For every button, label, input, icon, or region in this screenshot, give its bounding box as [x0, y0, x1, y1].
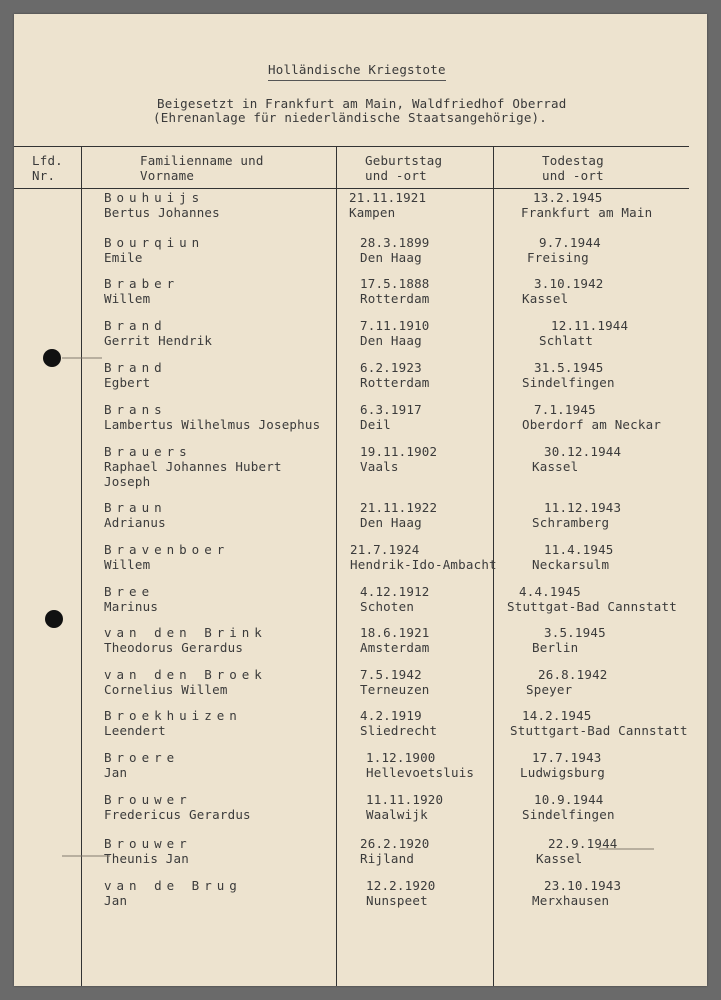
row-birth-place: Hendrik-Ido-Ambacht	[350, 557, 497, 572]
row-birth-place: Hellevoetsluis	[366, 765, 475, 780]
row-surname: Bouhuijs	[104, 190, 205, 205]
row-given-name: Emile	[104, 250, 143, 265]
table-header-rule	[14, 188, 689, 189]
row-birth-date: 4.2.1919	[360, 708, 422, 723]
row-death-place: Kassel	[536, 851, 583, 866]
row-death-date: 12.11.1944	[551, 318, 629, 333]
row-death-date: 26.8.1942	[538, 667, 608, 682]
paper-scratch	[599, 848, 654, 850]
row-given-name: Leendert	[104, 723, 166, 738]
row-birth-place: Rotterdam	[360, 375, 430, 390]
row-given-name: Theunis Jan	[104, 851, 189, 866]
row-given-name: Bertus Johannes	[104, 205, 220, 220]
document-title: Holländische Kriegstote	[268, 62, 446, 81]
header-name	[140, 153, 264, 183]
row-birth-place: Den Haag	[360, 250, 422, 265]
row-death-date: 31.5.1945	[534, 360, 604, 375]
header-nr	[32, 153, 63, 183]
row-death-place: Sindelfingen	[522, 807, 615, 822]
row-given-name: Willem	[104, 557, 151, 572]
row-birth-date: 18.6.1921	[360, 625, 430, 640]
row-surname: Brouwer	[104, 792, 192, 807]
punch-hole-top	[43, 349, 61, 367]
row-surname: Brouwer	[104, 836, 192, 851]
header-death-line1: Todestag	[542, 153, 604, 168]
row-birth-date: 17.5.1888	[360, 276, 430, 291]
row-death-place: Kassel	[532, 459, 579, 474]
column-divider-name	[336, 146, 337, 986]
row-birth-place: Amsterdam	[360, 640, 430, 655]
row-birth-date: 26.2.1920	[360, 836, 430, 851]
row-given-name: Gerrit Hendrik	[104, 333, 213, 348]
row-death-date: 17.7.1943	[532, 750, 602, 765]
row-death-place: Schlatt	[539, 333, 594, 348]
row-birth-place: Waalwijk	[366, 807, 428, 822]
row-surname: Bourqiun	[104, 235, 205, 250]
row-birth-date: 11.11.1920	[366, 792, 444, 807]
header-nr-line1: Lfd.	[32, 153, 63, 168]
row-birth-date: 21.7.1924	[350, 542, 420, 557]
row-death-date: 30.12.1944	[544, 444, 622, 459]
row-given-name: Jan	[104, 765, 128, 780]
row-death-place: Sindelfingen	[522, 375, 615, 390]
row-death-date: 13.2.1945	[533, 190, 603, 205]
row-death-date: 4.4.1945	[519, 584, 581, 599]
row-birth-date: 6.2.1923	[360, 360, 422, 375]
document-subtitle-line2: (Ehrenanlage für niederländische Staatsangehörige).	[153, 110, 548, 125]
row-birth-date: 21.11.1922	[360, 500, 438, 515]
row-death-date: 22.9.1944	[548, 836, 618, 851]
row-death-date: 11.12.1943	[544, 500, 622, 515]
row-death-place: Oberdorf am Neckar	[522, 417, 662, 432]
row-birth-place: Rijland	[360, 851, 415, 866]
row-death-date: 11.4.1945	[544, 542, 614, 557]
row-given-name: Fredericus Gerardus	[104, 807, 251, 822]
row-death-place: Stuttgart-Bad Cannstatt	[510, 723, 688, 738]
row-death-place: Berlin	[532, 640, 579, 655]
header-nr-line2: Nr.	[32, 168, 56, 183]
row-death-place: Schramberg	[532, 515, 610, 530]
row-birth-place: Nunspeet	[366, 893, 428, 908]
row-death-date: 10.9.1944	[534, 792, 604, 807]
row-birth-place: Deil	[360, 417, 391, 432]
row-given-name: Marinus	[104, 599, 159, 614]
row-birth-date: 4.12.1912	[360, 584, 430, 599]
row-death-date: 3.10.1942	[534, 276, 604, 291]
column-divider-nr	[81, 146, 82, 986]
row-death-place: Kassel	[522, 291, 569, 306]
row-surname: Brans	[104, 402, 167, 417]
row-given-name: Raphael Johannes Hubert	[104, 459, 282, 474]
row-death-date: 3.5.1945	[544, 625, 606, 640]
row-birth-place: Den Haag	[360, 515, 422, 530]
row-surname: Brand	[104, 360, 167, 375]
row-death-place: Freising	[527, 250, 589, 265]
row-death-place: Merxhausen	[532, 893, 610, 908]
row-death-place: Ludwigsburg	[520, 765, 605, 780]
row-birth-place: Schoten	[360, 599, 415, 614]
row-given-name: Theodorus Gerardus	[104, 640, 244, 655]
row-death-place: Neckarsulm	[532, 557, 610, 572]
row-birth-place: Sliedrecht	[360, 723, 438, 738]
row-surname: Bravenboer	[104, 542, 230, 557]
row-death-place: Speyer	[526, 682, 573, 697]
header-birth-line1: Geburtstag	[365, 153, 443, 168]
header-death	[542, 153, 604, 183]
paper-scratch	[62, 357, 102, 359]
header-birth	[365, 153, 442, 183]
header-birth-line2: und -ort	[365, 168, 427, 183]
row-death-place: Stuttgat-Bad Cannstatt	[507, 599, 677, 614]
row-death-date: 14.2.1945	[522, 708, 592, 723]
row-birth-place: Kampen	[349, 205, 396, 220]
row-given-name: Egbert	[104, 375, 151, 390]
table-top-rule	[14, 146, 689, 147]
row-given-name: Lambertus Wilhelmus Josephus	[104, 417, 321, 432]
punch-hole-bottom	[45, 610, 63, 628]
row-death-date: 9.7.1944	[539, 235, 601, 250]
row-surname: Brauers	[104, 444, 192, 459]
row-birth-date: 7.11.1910	[360, 318, 430, 333]
row-birth-place: Terneuzen	[360, 682, 430, 697]
row-given-name: Willem	[104, 291, 151, 306]
row-surname: Braun	[104, 500, 167, 515]
row-birth-place: Den Haag	[360, 333, 422, 348]
document-subtitle-line1: Beigesetzt in Frankfurt am Main, Waldfriedhof Oberrad	[157, 96, 567, 111]
header-death-line2: und -ort	[542, 168, 604, 183]
row-surname: van de Brug	[104, 878, 242, 893]
row-birth-place: Vaals	[360, 459, 399, 474]
row-birth-date: 12.2.1920	[366, 878, 436, 893]
row-birth-date: 1.12.1900	[366, 750, 436, 765]
row-given-name: Cornelius Willem	[104, 682, 228, 697]
row-birth-place: Rotterdam	[360, 291, 430, 306]
row-death-date: 23.10.1943	[544, 878, 622, 893]
row-surname: Broere	[104, 750, 180, 765]
row-surname: van den Brink	[104, 625, 267, 640]
row-birth-date: 7.5.1942	[360, 667, 422, 682]
header-name-line1: Familienname und	[140, 153, 264, 168]
row-birth-date: 28.3.1899	[360, 235, 430, 250]
row-surname: Braber	[104, 276, 180, 291]
row-given-name: Adrianus	[104, 515, 166, 530]
row-birth-date: 21.11.1921	[349, 190, 427, 205]
row-death-date: 7.1.1945	[534, 402, 596, 417]
document-page	[14, 14, 707, 986]
row-surname: Broekhuizen	[104, 708, 242, 723]
row-given-name: Jan	[104, 893, 128, 908]
row-given-name-cont: Joseph	[104, 474, 151, 489]
row-birth-date: 6.3.1917	[360, 402, 422, 417]
paper-scratch	[62, 855, 110, 857]
row-death-place: Frankfurt am Main	[521, 205, 653, 220]
row-surname: Bree	[104, 584, 155, 599]
row-surname: Brand	[104, 318, 167, 333]
header-name-line2: Vorname	[140, 168, 195, 183]
row-surname: van den Broek	[104, 667, 267, 682]
row-birth-date: 19.11.1902	[360, 444, 438, 459]
